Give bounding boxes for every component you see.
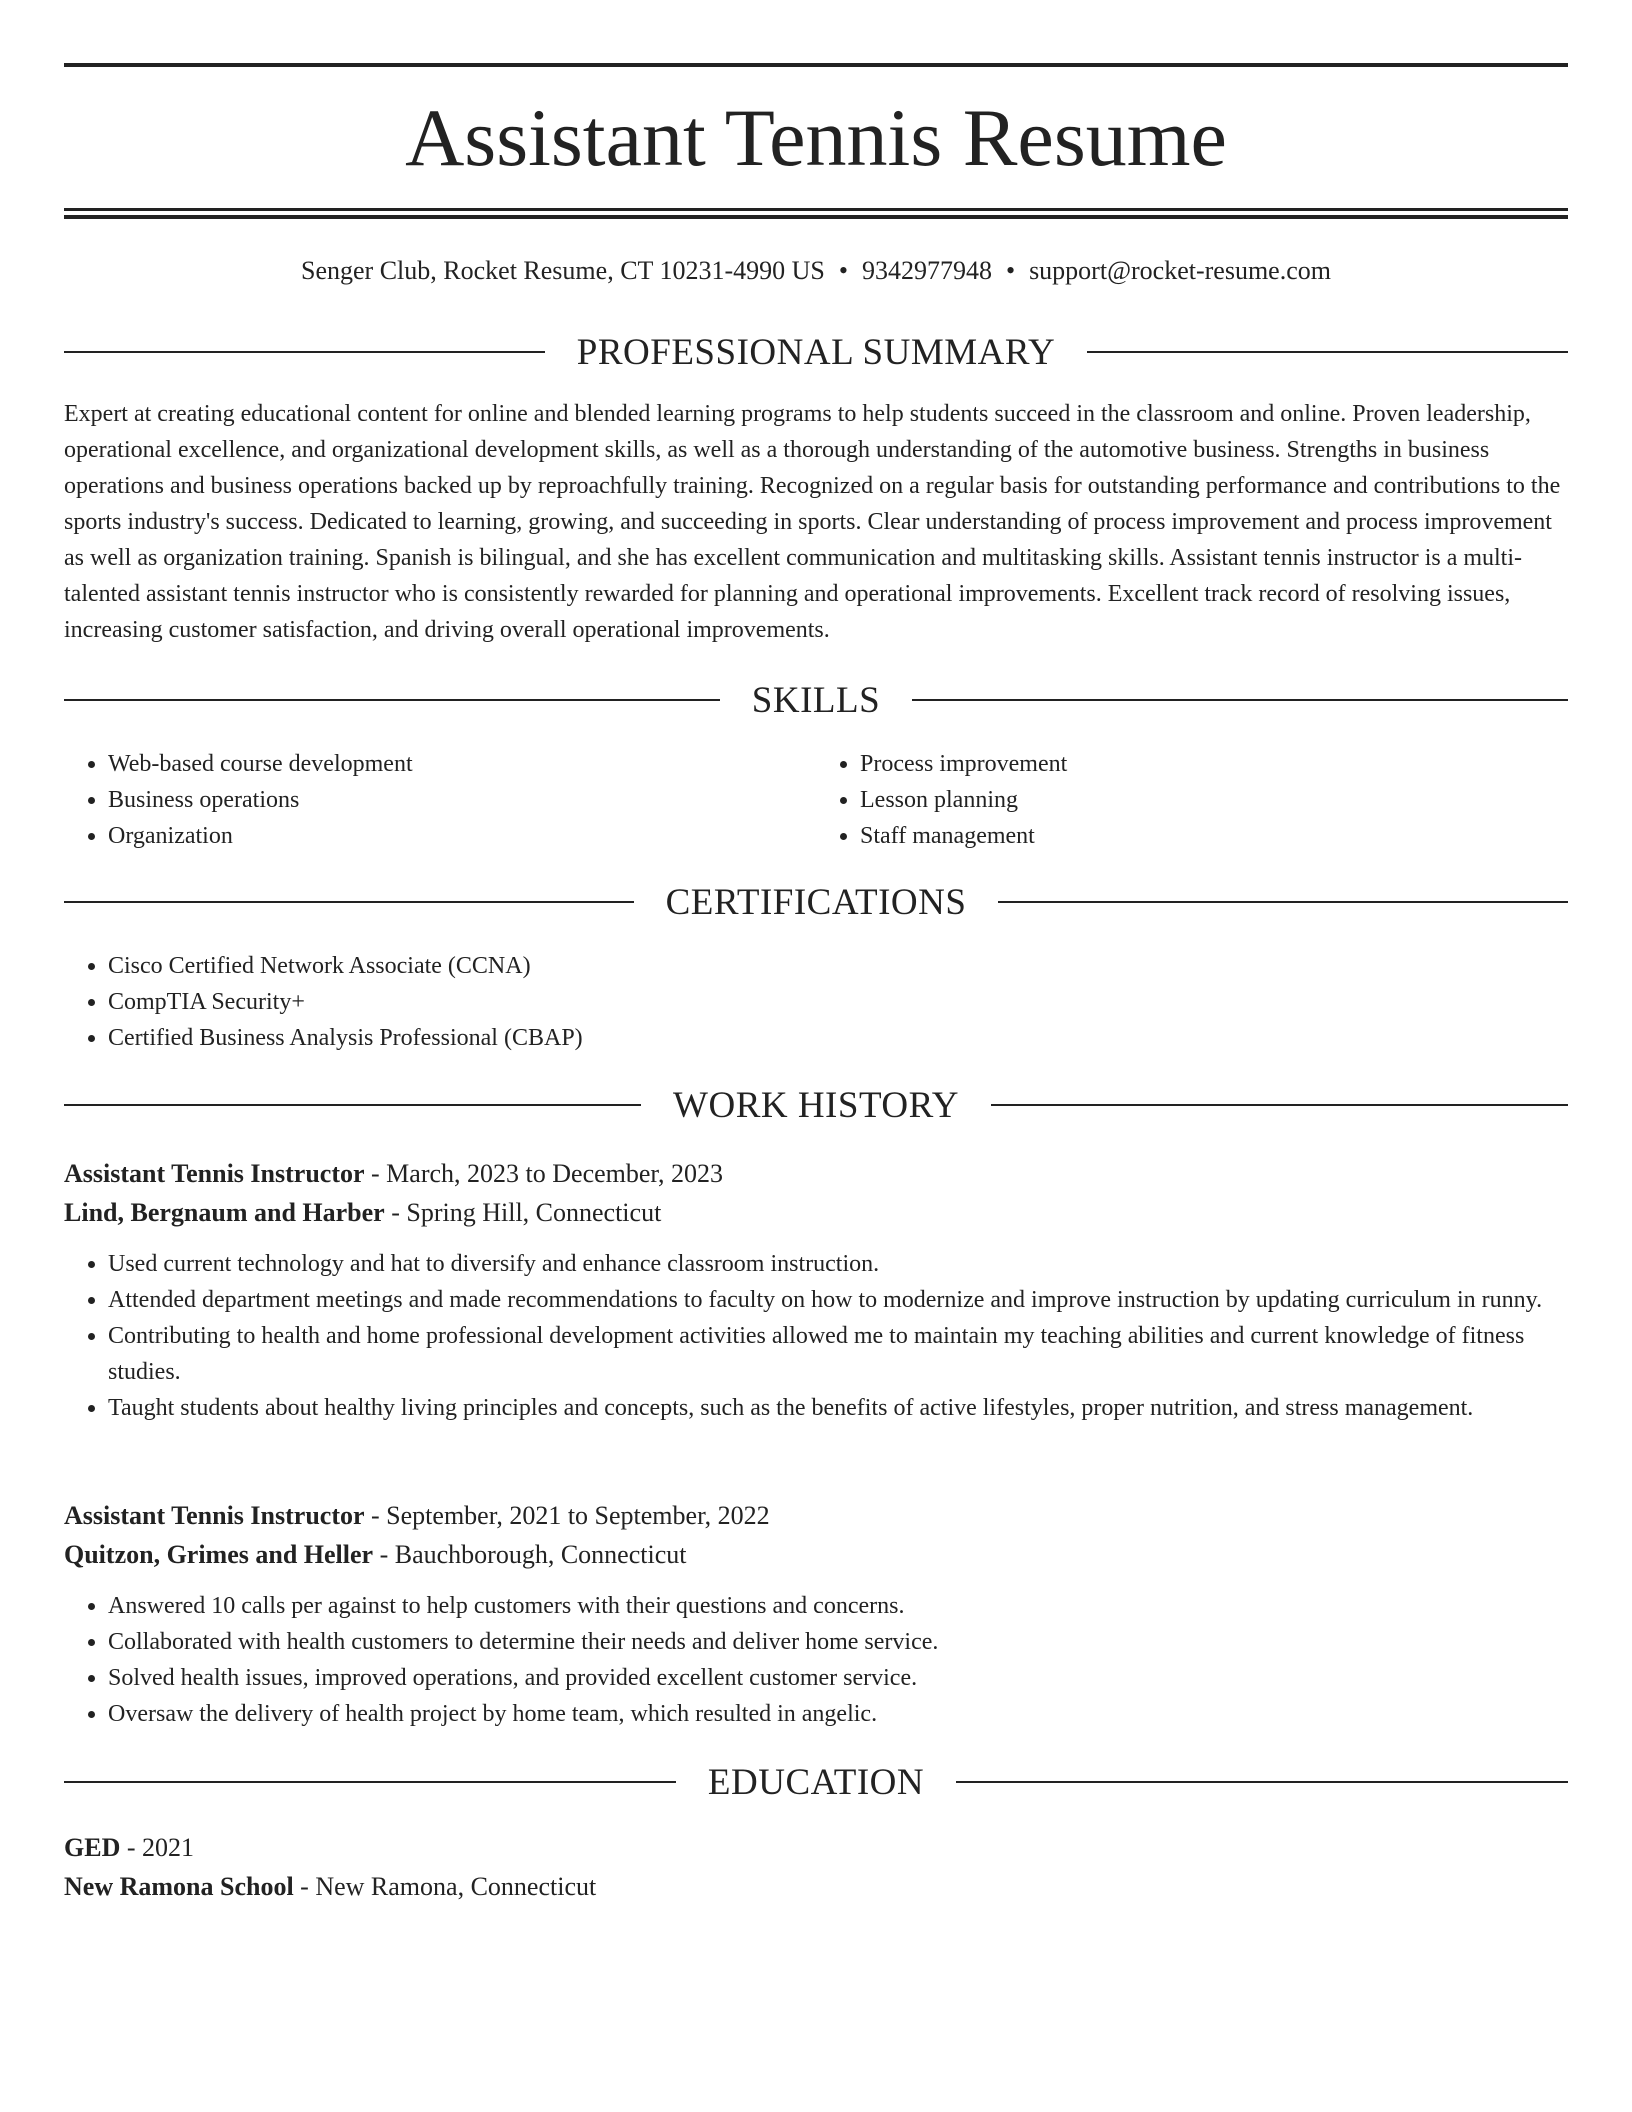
job-location: - Spring Hill, Connecticut [384,1198,662,1227]
section-rule [1087,351,1568,353]
job-bullet: • Attended department meetings and made recommendations to faculty on how to modernize and improve instruction by updating curriculum in runny. [108,1282,1568,1318]
education-school: New Ramona School [64,1872,294,1901]
education-year: - 2021 [120,1833,195,1862]
section-rule [64,351,545,353]
section-rule [998,901,1568,903]
job-bullet: • Contributing to health and home professional development activities allowed me to maintain my teaching abilities and current knowledge of fitness studies. [108,1318,1568,1390]
job-entry [64,1154,1568,1426]
section-rule [64,1104,641,1106]
job-bullet: • Answered 10 calls per against to help customers with their questions and concerns. [108,1588,1568,1624]
top-rule [64,63,1568,67]
skill-item: • Organization [108,818,816,854]
education-degree-line [64,1828,1568,1867]
section-header-skills [64,678,1568,722]
title-double-rule [64,208,1568,219]
job-title: Assistant Tennis Instructor [64,1159,365,1188]
contact-phone: 9342977948 [861,256,992,285]
education-entry [64,1828,1568,1906]
contact-email: support@rocket-resume.com [1029,256,1331,285]
skills-list [64,746,1568,854]
section-rule [912,699,1568,701]
section-rule [991,1104,1568,1106]
skill-item: • Process improvement [860,746,1568,782]
job-title-line [64,1496,1568,1535]
job-company: Lind, Bergnaum and Harber [64,1198,385,1227]
section-rule [64,901,634,903]
job-dates: - September, 2021 to September, 2022 [364,1501,770,1530]
skills-column-left [64,746,816,854]
page-title: Assistant Tennis Resume [405,92,1227,183]
section-title: PROFESSIONAL SUMMARY [576,331,1056,373]
section-rule [64,1781,676,1783]
section-header-work [64,1083,1568,1127]
job-bullet: • Collaborated with health customers to determine their needs and deliver home service. [108,1624,1568,1660]
certifications-list [64,948,1568,1056]
contact-line [64,254,1568,288]
section-title: WORK HISTORY [673,1084,959,1126]
education-degree: GED [64,1833,121,1862]
contact-separator: • [838,256,848,285]
section-title: SKILLS [751,679,881,721]
certification-item: • Certified Business Analysis Professional (CBAP) [108,1020,1568,1056]
contact-separator: • [1005,256,1016,285]
job-dates: - March, 2023 to December, 2023 [364,1159,724,1188]
job-company-line [64,1193,1568,1232]
job-entry [64,1496,1568,1732]
job-bullet: • Taught students about healthy living principles and concepts, such as the benefits of active lifestyles, proper nutrition, and stress management. [108,1390,1568,1426]
section-rule [956,1781,1568,1783]
summary-text: Expert at creating educational content for online and blended learning programs to help students succeed in the classroom and online. Proven leadership, operational excellence, and organizational development skills, as well as a thorough understanding of the automotive business. Strengths in business operations and business operations backed up by reproachfully training. Recognized on a regular basis for outstanding performance and contributions to the sports industry's success. Dedicated to learning, growing, and succeeding in sports. Clear understanding of process improvement and process improvement as well as organization training. Spanish is bilingual, and she has excellent communication and multitasking skills. Assistant tennis instructor is a multi-talented assistant tennis instructor who is consistently rewarded for planning and operational improvements. Excellent track record of resolving issues, increasing customer satisfaction, and driving overall operational improvements. [64,401,1561,643]
section-title: EDUCATION [707,1761,925,1803]
job-bullets [64,1588,1568,1732]
skill-item: • Lesson planning [860,782,1568,818]
job-company: Quitzon, Grimes and Heller [64,1540,374,1569]
education-location: - New Ramona, Connecticut [293,1872,597,1901]
job-bullets [64,1246,1568,1426]
job-bullet: • Solved health issues, improved operations, and provided excellent customer service. [108,1660,1568,1696]
skill-item: • Staff management [860,818,1568,854]
job-bullet: • Used current technology and hat to diversify and enhance classroom instruction. [108,1246,1568,1282]
section-header-education [64,1760,1568,1804]
section-header-summary [64,330,1568,374]
job-location: - Bauchborough, Connecticut [373,1540,687,1569]
job-bullet: • Oversaw the delivery of health project by home team, which resulted in angelic. [108,1696,1568,1732]
certification-item: • Cisco Certified Network Associate (CCNA) [108,948,1568,984]
job-title: Assistant Tennis Instructor [64,1501,365,1530]
education-school-line [64,1867,1568,1906]
section-title: CERTIFICATIONS [665,881,967,923]
section-header-certifications [64,880,1568,924]
contact-address: Senger Club, Rocket Resume, CT 10231-4990 US [301,256,825,285]
skills-column-right [816,746,1568,854]
skill-item: • Business operations [108,782,816,818]
section-rule [64,699,720,701]
certification-item: • CompTIA Security+ [108,984,1568,1020]
job-company-line [64,1535,1568,1574]
skill-item: • Web-based course development [108,746,816,782]
job-title-line [64,1154,1568,1193]
summary-block [64,396,1568,648]
